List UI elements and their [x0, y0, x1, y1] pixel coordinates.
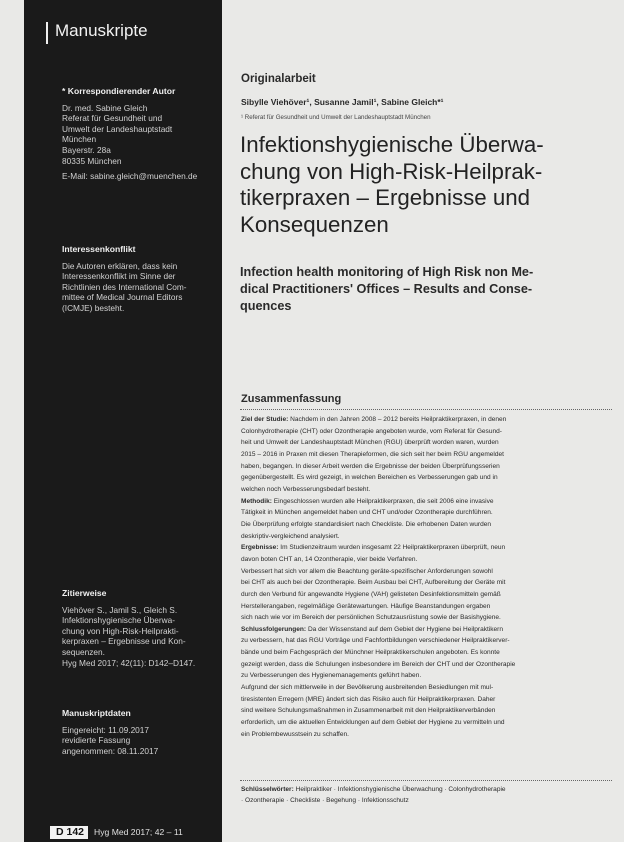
title-english-line: quences: [240, 299, 292, 313]
abstract-line: [241, 659, 612, 671]
abstract-line: [241, 601, 612, 613]
conflict-heading: Interessenkonflikt: [62, 244, 136, 254]
abstract-line-text: Da der Wissenstand auf dem Gebiet der Hygiene bei Heilpraktikern: [306, 625, 503, 633]
abstract-line-text: gegenübergestellt. Es wird gezeigt, in welchen Bereichen es Verbesserungen gab und in: [241, 474, 498, 482]
journal-reference: Hyg Med 2017; 42 – 11: [94, 827, 183, 837]
abstract-line: [241, 624, 612, 636]
correspondence-line: Umwelt der Landeshauptstadt: [62, 123, 173, 134]
abstract-line-text: davon boten CHT an, 14 Ozontherapie, vier beide Verfahren.: [241, 555, 418, 563]
abstract-line-text: welchen noch Verbesserungsbedarf besteht.: [241, 485, 371, 493]
conflict-line: Richtlinien des International Com-: [62, 281, 187, 292]
abstract-line-text: Im Studienzeitraum wurden insgesamt 22 Heilpraktikerpraxen überprüft, neun: [278, 544, 506, 552]
correspondence-line: Referat für Gesundheit und: [62, 113, 163, 124]
abstract-line: [241, 437, 612, 449]
abstract-line-text: Verbessert hat sich vor allem die Beachtung geräte-spezifischer Anforderungen sowohl: [241, 567, 493, 575]
keywords-label: Schlüsselwörter:: [241, 786, 294, 793]
title-german-line: Konsequenzen: [240, 211, 389, 237]
section-title: Manuskripte: [55, 21, 148, 40]
title-english: [240, 264, 612, 315]
abstract-line-text: 2015 – 2016 in Praxen mit diesen Therapieformen, die sich seit her beim RGU angemeldet: [241, 450, 504, 458]
abstract-line: [241, 554, 612, 566]
page-footer: [50, 826, 183, 839]
abstract-line: [241, 589, 612, 601]
correspondence-line: Dr. med. Sabine Gleich: [62, 102, 148, 113]
abstract-section-label: Ergebnisse:: [241, 544, 279, 552]
abstract-line-text: bei CHT als auch bei der Ozontherapie. Beim Ausbau bei CHT, Aufbereitung der Geräte mit: [241, 579, 506, 587]
dates-heading: Manuskriptdaten: [62, 708, 131, 718]
abstract-line-text: Aufgrund der sich mittlerweile in der Bevölkerung ausbreitenden Besiedlungen mit mul-: [241, 684, 494, 692]
abstract-line: [241, 682, 612, 694]
correspondence-line: Bayerstr. 28a: [62, 144, 111, 155]
abstract-line-text: deskriptiv-vergleichend analysiert.: [241, 532, 340, 540]
citation-line: chung von High-Risk-Heilprakti-: [62, 625, 179, 636]
abstract-line: [241, 647, 612, 659]
abstract-line-text: ein Problembewusstsein zu schaffen.: [241, 730, 349, 738]
abstract-line-text: sich nach wie vor im Bereich der persönlichen Schutzausrüstung sowie der Basishygiene.: [241, 614, 501, 622]
dates-line: revidierte Fassung: [62, 735, 131, 746]
keywords-divider: [240, 780, 612, 781]
title-german-line: tikerpraxen – Ergebnisse und: [240, 185, 531, 211]
section-marker-bar: [46, 22, 48, 44]
article-column: [240, 0, 612, 842]
abstract-line: [241, 612, 612, 624]
keywords-text: Heilpraktiker · Infektionshygienische Überwachung · Colonhydrotherapie: [293, 786, 506, 793]
abstract-line-text: zu Verbesserungen des Hygienemanagements geführt haben.: [241, 672, 422, 680]
citation-line: sequenzen.: [62, 646, 105, 657]
abstract-divider: [240, 409, 612, 410]
abstract-section-label: Ziel der Studie:: [241, 416, 289, 423]
affiliation: ¹ Referat für Gesundheit und Umwelt der Landeshauptstadt München: [241, 114, 431, 121]
abstract-line-text: Tätigkeit in München angemeldet haben und CHT und/oder Ozontherapie durchführen.: [241, 509, 493, 517]
correspondence-line: 80335 München: [62, 155, 122, 166]
abstract-line: [241, 519, 612, 531]
abstract-line: [241, 542, 612, 554]
abstract-line: [241, 635, 612, 647]
keywords-line: [241, 785, 612, 796]
abstract-line-text: Colonhydrotherapie (CHT) oder Ozontherapie angeboten wurde, vom Referat für Gesund-: [241, 427, 502, 435]
correspondence-heading: * Korrespondierender Autor: [62, 86, 176, 96]
abstract-line-text: tiresistenten Erregern (MRE) ändert sich das Risiko auch für Heilpraktikerpraxen. Daher: [241, 695, 496, 703]
keywords: [241, 785, 612, 807]
abstract-line-text: Die Überprüfung erfolgte standardisiert nach Checkliste. Die erhobenen Daten wurden: [241, 520, 492, 528]
abstract-line-text: Herstellerangaben, regelmäßige Gerätewartungen. Häufige Beanstandungen ergaben: [241, 602, 491, 610]
abstract-heading: Zusammenfassung: [241, 393, 342, 405]
conflict-line: Interessenkonflikt im Sinne der: [62, 271, 176, 282]
abstract-line: [241, 461, 612, 473]
abstract-line: [241, 670, 612, 682]
citation-line: Infektionshygienische Überwa-: [62, 615, 175, 626]
keywords-line: · Ozontherapie · Checkliste · Begehung · Infektionsschutz: [241, 796, 409, 804]
abstract-line-text: durch den Verbund für angewandte Hygiene (VAH) gelisteten Desinfektionsmitteln gemäß: [241, 590, 501, 598]
citation-block: [62, 588, 222, 668]
abstract-section-label: Schlussfolgerungen:: [241, 625, 307, 633]
conflict-line: (ICMJE) besteht.: [62, 302, 125, 313]
citation-line: kerpraxen – Ergebnisse und Kon-: [62, 636, 186, 647]
abstract-line: [241, 577, 612, 589]
citation-heading: Zitierweise: [62, 588, 107, 598]
abstract-line: [241, 705, 612, 717]
abstract-line-text: zu verbessern, hat das RGU Vorträge und Fachfortbildungen verschiedener Heilpraktikerver-: [241, 637, 510, 645]
correspondence-block: [62, 86, 222, 182]
page-number: D 142: [50, 826, 88, 839]
dates-line: Eingereicht: 11.09.2017: [62, 724, 150, 735]
title-german-line: chung von High-Risk-Heilprak-: [240, 158, 543, 184]
abstract-line: [241, 694, 612, 706]
manuscript-dates-block: [62, 708, 222, 756]
abstract-line-text: Nachdem in den Jahren 2008 – 2012 bereits Heilpraktikerpraxen, in denen: [288, 416, 507, 423]
article-type: Originalarbeit: [241, 73, 316, 85]
abstract-line: [241, 472, 612, 484]
abstract-line: [241, 426, 612, 438]
title-german-line: Infektionshygienische Überwa-: [240, 132, 544, 157]
title-english-line: dical Practitioners' Offices – Results and Conse-: [240, 282, 533, 296]
title-german: [240, 132, 612, 238]
abstract-line: [241, 496, 612, 508]
abstract-section-label: Methodik:: [241, 497, 272, 505]
abstract-line-text: haben, begangen. In dieser Arbeit werden die Ergebnisse der beiden Überprüfungsserien: [241, 462, 500, 470]
abstract-line: [241, 566, 612, 578]
abstract-line: [241, 717, 612, 729]
abstract-body: [241, 414, 612, 740]
correspondence-line: München: [62, 134, 97, 145]
citation-line: Viehöver S., Jamil S., Gleich S.: [62, 604, 178, 615]
abstract-line-text: sind weitere Schulungsmaßnahmen in Zusammenarbeit mit den Heilpraktikerverbänden: [241, 707, 496, 715]
sidebar: [24, 0, 222, 842]
abstract-line: [241, 449, 612, 461]
conflict-line: mittee of Medical Journal Editors: [62, 292, 183, 303]
abstract-line-text: gezeigt werden, dass die Schulungen insbesondere im Bereich der CHT und der Ozontherapie: [241, 660, 516, 668]
conflict-of-interest-block: [62, 244, 222, 314]
email-link[interactable]: E-Mail: sabine.gleich@muenchen.de: [62, 171, 198, 182]
citation-line: Hyg Med 2017; 42(11): D142–D147.: [62, 657, 196, 668]
abstract-line: [241, 484, 612, 496]
abstract-line: [241, 414, 612, 426]
title-english-line: Infection health monitoring of High Risk non Me-: [240, 265, 534, 279]
conflict-line: Die Autoren erklären, dass kein: [62, 260, 178, 271]
abstract-line-text: erforderlich, um die aktuellen Entwicklungen auf dem Gebiet der Hygiene zu vermitteln und: [241, 719, 505, 727]
abstract-line: [241, 507, 612, 519]
abstract-line: [241, 729, 612, 741]
dates-line: angenommen: 08.11.2017: [62, 745, 159, 756]
abstract-line-text: Eingeschlossen wurden alle Heilpraktikerpraxen, die seit 2006 eine invasive: [271, 497, 494, 505]
abstract-line-text: bände und beim Fachgespräch der Münchner Heilpraktikerschulen angeboten. Es konnte: [241, 649, 500, 657]
abstract-line: [241, 531, 612, 543]
author-list: Sibylle Viehöver¹, Susanne Jamil¹, Sabine Gleich*¹: [241, 97, 444, 107]
abstract-line-text: heit und Umwelt der Landeshauptstadt München (RGU) überprüft worden waren, wurden: [241, 439, 499, 447]
